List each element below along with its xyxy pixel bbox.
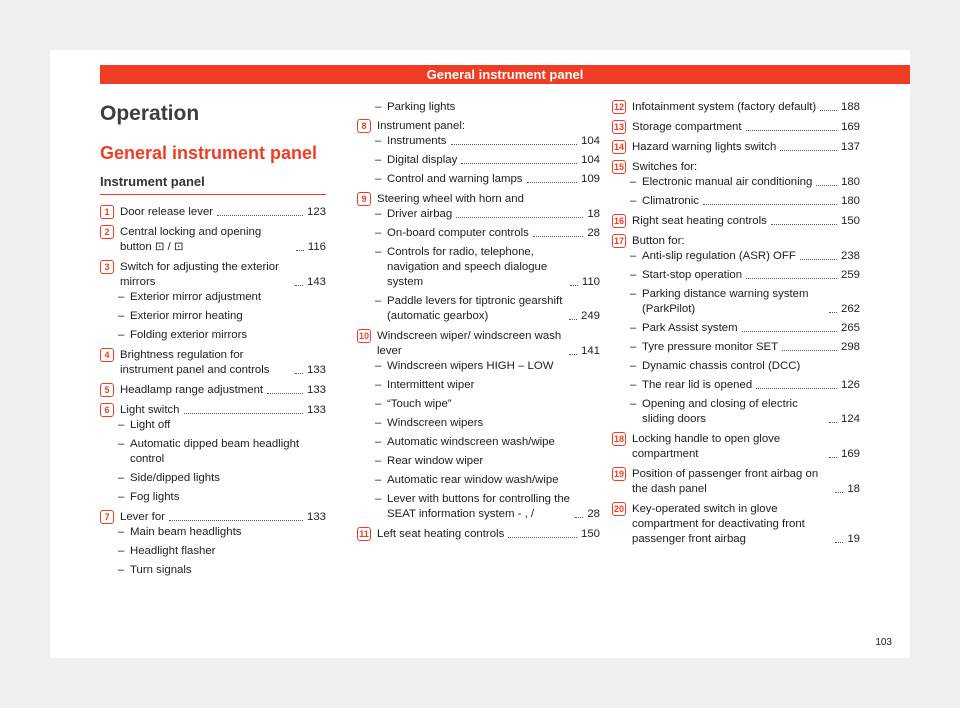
leader-dots	[217, 215, 303, 216]
entry-row	[387, 359, 600, 374]
entry-text: – Intermittent wiper	[387, 379, 475, 391]
entry-text: – Windscreen wipers HIGH – LOW	[387, 360, 554, 372]
entry-row	[387, 294, 600, 324]
leader-dots	[169, 520, 303, 521]
entry-row	[387, 454, 600, 469]
entry-text: – Start-stop operation	[642, 269, 743, 281]
subsection-title: Instrument panel	[100, 174, 326, 195]
entry-text: Door release lever	[120, 206, 214, 218]
sub-item	[632, 321, 860, 336]
entry-text: – Controls for radio, telephone, navigation and speech dialogue system	[387, 246, 548, 288]
entry-page: 104	[580, 135, 600, 147]
sub-item	[632, 378, 860, 393]
sub-item-text: Light off	[130, 419, 171, 431]
entry-text: Steering wheel with horn and	[377, 193, 524, 205]
entry-page: 169	[840, 121, 860, 133]
item-list	[612, 100, 860, 547]
entry-row	[642, 378, 860, 393]
leader-dots	[835, 492, 843, 493]
leader-dots	[451, 144, 577, 145]
leader-dots	[267, 393, 303, 394]
sub-item	[377, 172, 600, 187]
entry-row	[642, 268, 860, 283]
entry-text: Switch for adjusting the exterior mirrors	[120, 261, 279, 288]
list-item	[612, 234, 860, 427]
entry-text: Right seat heating controls	[632, 215, 767, 227]
entry-row	[387, 207, 600, 222]
entry-page: 150	[580, 528, 600, 540]
sub-item-text: Main beam headlights	[130, 526, 242, 538]
leader-dots	[816, 185, 837, 186]
entry-text: Locking handle to open glove compartment	[632, 433, 781, 460]
sub-item	[120, 328, 326, 343]
leader-dots	[570, 285, 578, 286]
leader-dots	[461, 163, 577, 164]
entry-row	[642, 397, 860, 427]
entry-text: Lever for	[120, 511, 165, 523]
entry-row	[387, 378, 600, 393]
item-number-badge: 13	[613, 122, 624, 132]
entry-row	[120, 205, 326, 220]
leader-dots	[829, 457, 837, 458]
entry-row	[387, 226, 600, 241]
entry-page: 104	[580, 154, 600, 166]
entry-text: Left seat heating controls	[377, 528, 505, 540]
leader-dots	[296, 250, 304, 251]
item-number-badge: 17	[613, 236, 624, 246]
item-number-badge: 3	[100, 260, 114, 274]
entry-row	[387, 153, 600, 168]
sub-item	[120, 525, 326, 540]
entry-page: 180	[840, 195, 860, 207]
item-number-badge: 10	[358, 331, 369, 341]
entry-row	[642, 340, 860, 355]
sub-item	[377, 416, 600, 431]
entry-text: – Opening and closing of electric sliding doors	[642, 398, 798, 425]
entry-row	[642, 321, 860, 336]
entry-text: Switches for:	[632, 161, 698, 173]
sub-item	[120, 290, 326, 305]
entry-text: – Rear window wiper	[387, 455, 484, 467]
entry-row	[632, 120, 860, 135]
list-item	[100, 205, 326, 220]
sub-item	[120, 471, 326, 486]
entry-row	[632, 140, 860, 155]
leader-dots	[756, 388, 837, 389]
item-number-badge: 15	[613, 162, 624, 172]
leader-dots	[829, 422, 837, 423]
entry-row	[387, 397, 600, 412]
entry-page: 249	[580, 310, 600, 322]
list-item	[100, 348, 326, 378]
leader-dots	[782, 350, 837, 351]
leader-dots	[780, 150, 837, 151]
entry-page: 123	[306, 206, 326, 218]
entry-page: 110	[581, 276, 600, 288]
entry-page: 188	[840, 101, 860, 113]
entry-text: – On-board computer controls	[387, 227, 529, 239]
entry-page: 133	[306, 384, 326, 396]
leader-dots	[820, 110, 837, 111]
entry-row	[642, 194, 860, 209]
entry-page: 28	[587, 227, 600, 239]
list-item	[100, 225, 326, 255]
item-number-badge: 7	[100, 510, 114, 524]
sub-item	[632, 249, 860, 264]
entry-page: 109	[580, 173, 600, 185]
list-item	[612, 214, 860, 229]
leader-dots	[800, 259, 837, 260]
list-item	[357, 119, 600, 187]
entry-text: Windscreen wiper/ windscreen wash lever	[377, 330, 562, 357]
entry-page: 143	[306, 276, 326, 288]
list-item	[612, 100, 860, 115]
entry-text: – Anti-slip regulation (ASR) OFF	[642, 250, 796, 262]
sub-item	[377, 378, 600, 393]
entry-text: Headlamp range adjustment	[120, 384, 264, 396]
entry-text: Key-operated switch in glove compartment for deactivating front passenger front airbag	[632, 503, 805, 545]
entry-text: – Instruments	[387, 135, 447, 147]
entry-row	[632, 100, 860, 115]
list-item	[612, 120, 860, 135]
sub-item-text: Exterior mirror heating	[130, 310, 243, 322]
entry-text: Hazard warning lights switch	[632, 141, 777, 153]
item-number-badge: 18	[613, 434, 624, 444]
sub-item	[377, 397, 600, 412]
sub-item	[120, 418, 326, 433]
list-item	[357, 527, 600, 542]
list-item	[100, 383, 326, 398]
sub-item	[632, 175, 860, 190]
entry-text: Button for:	[632, 235, 685, 247]
list-item	[100, 510, 326, 578]
item-number-badge: 20	[613, 504, 624, 514]
chapter-title: Operation	[100, 102, 200, 125]
column-1	[100, 100, 326, 583]
entry-page: 137	[840, 141, 860, 153]
item-number-badge: 4	[100, 348, 114, 362]
leader-dots	[835, 542, 843, 543]
entry-text: – Driver airbag	[387, 208, 453, 220]
entry-page: 180	[840, 176, 860, 188]
leader-dots	[456, 217, 583, 218]
sub-item-text: Turn signals	[130, 564, 192, 576]
entry-page: 141	[580, 345, 600, 357]
entry-row	[120, 403, 326, 418]
item-number-badge: 1	[100, 205, 114, 219]
item-number-badge: 12	[613, 102, 624, 112]
entry-page: 133	[306, 364, 326, 376]
entry-page: 150	[840, 215, 860, 227]
item-list	[357, 119, 600, 542]
entry-row	[387, 416, 600, 431]
leader-dots	[575, 517, 583, 518]
sub-item	[632, 268, 860, 283]
sub-item	[377, 454, 600, 469]
entry-page: 238	[840, 250, 860, 262]
entry-text: Light switch	[120, 404, 180, 416]
column-3	[612, 100, 860, 552]
list-item	[612, 140, 860, 155]
entry-page: 259	[840, 269, 860, 281]
entry-row	[642, 287, 860, 317]
leader-dots	[569, 319, 577, 320]
entry-text: Brightness regulation for instrument panel and controls	[120, 349, 270, 376]
sub-item	[377, 359, 600, 374]
entry-row	[377, 119, 600, 134]
entry-page: 133	[306, 404, 326, 416]
entry-row	[387, 134, 600, 149]
item-number-badge: 8	[357, 119, 371, 133]
entry-text: – Automatic rear window wash/wipe	[387, 474, 559, 486]
entry-page: 169	[840, 448, 860, 460]
sub-item-text: Side/dipped lights	[130, 472, 220, 484]
entry-row	[642, 249, 860, 264]
leader-dots	[746, 130, 837, 131]
sub-item	[120, 437, 326, 467]
entry-row	[387, 492, 600, 522]
list-item	[612, 160, 860, 209]
entry-row	[632, 467, 860, 497]
sub-item	[120, 309, 326, 324]
entry-text: – Lever with buttons for controlling the SEAT information system - , /	[387, 493, 570, 520]
entry-text: Infotainment system (factory default)	[632, 101, 817, 113]
sub-item	[632, 359, 860, 374]
entry-page: 262	[840, 303, 860, 315]
leader-dots	[527, 182, 577, 183]
sub-item	[377, 134, 600, 149]
item-list	[100, 205, 326, 578]
list-item	[100, 403, 326, 505]
entry-page: 18	[847, 483, 860, 495]
item-number-badge: 19	[613, 469, 624, 479]
leader-dots	[569, 354, 577, 355]
sub-item	[377, 226, 600, 241]
entry-row	[632, 234, 860, 249]
leader-dots	[703, 204, 837, 205]
list-item	[612, 467, 860, 497]
entry-row	[120, 510, 326, 525]
entry-page: 116	[307, 241, 326, 253]
item-number-badge: 5	[100, 383, 114, 397]
entry-text: – Control and warning lamps	[387, 173, 523, 185]
column-2	[357, 100, 600, 547]
sub-item	[377, 245, 600, 290]
sub-item-text: Fog lights	[130, 491, 180, 503]
entry-row	[120, 348, 326, 378]
entry-row	[632, 160, 860, 175]
entry-text: – Electronic manual air conditioning	[642, 176, 813, 188]
entry-row	[120, 383, 326, 398]
leader-dots	[295, 373, 303, 374]
entry-row	[632, 214, 860, 229]
entry-row	[632, 432, 860, 462]
sub-item-text: Headlight flasher	[130, 545, 216, 557]
entry-row	[120, 225, 326, 255]
leader-dots	[771, 224, 837, 225]
entry-text: – Climatronic	[642, 195, 699, 207]
sub-item	[377, 207, 600, 222]
entry-text: Storage compartment	[632, 121, 742, 133]
sub-item-text: Automatic dipped beam headlight control	[130, 438, 300, 465]
sub-item	[377, 435, 600, 450]
section-title: General instrument panel	[100, 143, 318, 163]
sub-item-text: Folding exterior mirrors	[130, 329, 248, 341]
entry-text: – “Touch wipe”	[387, 398, 452, 410]
sub-item	[632, 194, 860, 209]
sub-item	[632, 397, 860, 427]
sub-item	[377, 473, 600, 488]
item-number-badge: 9	[357, 192, 371, 206]
entry-row	[387, 172, 600, 187]
leader-dots	[829, 312, 837, 313]
entry-page: 124	[840, 413, 860, 425]
entry-text: Position of passenger front airbag on the dash panel	[632, 468, 819, 495]
sub-item	[377, 492, 600, 522]
entry-page: 126	[840, 379, 860, 391]
entry-row	[377, 329, 600, 359]
entry-row	[387, 435, 600, 450]
sub-item	[632, 287, 860, 317]
list-item	[612, 432, 860, 462]
list-item	[612, 502, 860, 547]
leader-dots	[533, 236, 584, 237]
entry-row	[377, 192, 600, 207]
item-number-badge: 14	[613, 142, 624, 152]
entry-row	[387, 245, 600, 290]
entry-row	[387, 473, 600, 488]
sub-item	[120, 490, 326, 505]
entry-page: 19	[847, 533, 860, 545]
entry-text: – Paddle levers for tiptronic gearshift (automatic gearbox)	[387, 295, 563, 322]
list-item	[357, 329, 600, 522]
sub-item	[632, 340, 860, 355]
entry-text: – The rear lid is opened	[642, 379, 753, 391]
entry-text: – Windscreen wipers	[387, 417, 484, 429]
entry-row	[377, 527, 600, 542]
leader-dots	[184, 413, 303, 414]
entry-text: – Dynamic chassis control (DCC)	[642, 360, 801, 372]
section-header: General instrument panel	[100, 65, 910, 84]
entry-page: 18	[587, 208, 600, 220]
list-item	[100, 260, 326, 343]
entry-row	[120, 260, 326, 290]
sub-item	[120, 544, 326, 559]
leader-dots	[295, 285, 303, 286]
leader-dots	[742, 331, 837, 332]
entry-row	[642, 175, 860, 190]
entry-text: – Tyre pressure monitor SET	[642, 341, 779, 353]
item-number-badge: 6	[100, 403, 114, 417]
entry-text: – Automatic windscreen wash/wipe	[387, 436, 555, 448]
entry-page: 265	[840, 322, 860, 334]
entry-text: – Parking distance warning system (ParkPilot)	[642, 288, 809, 315]
item-number-badge: 2	[100, 225, 114, 239]
page-number: 103	[875, 637, 892, 648]
entry-row	[642, 359, 860, 374]
sub-item	[120, 563, 326, 578]
item-number-badge: 16	[613, 216, 624, 226]
list-item	[357, 192, 600, 324]
item-number-badge: 11	[357, 527, 371, 541]
entry-text: – Digital display	[387, 154, 458, 166]
entry-page: 298	[840, 341, 860, 353]
entry-text: Central locking and opening button ⊡ / ⊡	[120, 226, 262, 253]
entry-page: 133	[306, 511, 326, 523]
manual-page	[50, 50, 910, 658]
leader-dots	[508, 537, 577, 538]
sub-item	[377, 294, 600, 324]
entry-page: 28	[587, 508, 600, 520]
list-item: – Parking lights	[357, 100, 600, 115]
entry-text: Instrument panel:	[377, 120, 466, 132]
sub-item	[377, 153, 600, 168]
leader-dots	[746, 278, 837, 279]
sub-item-text: Exterior mirror adjustment	[130, 291, 262, 303]
entry-row	[632, 502, 860, 547]
entry-text: – Park Assist system	[642, 322, 738, 334]
